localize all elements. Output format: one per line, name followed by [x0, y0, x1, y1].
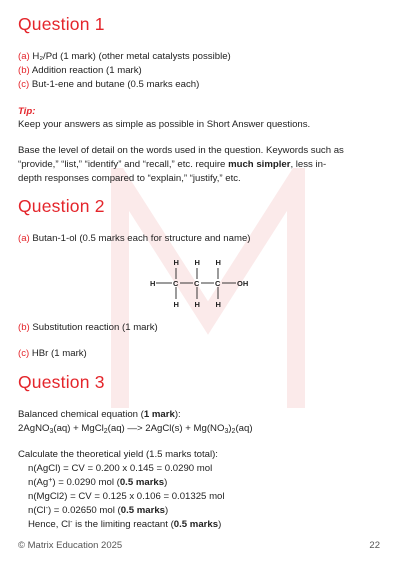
- q3-yield-label: Calculate the theoretical yield (1.5 marks total):: [18, 449, 218, 460]
- mol-h-top-3: H: [215, 258, 221, 267]
- tip-l2-end: , less in-: [290, 159, 327, 170]
- tip-l2-start: “provide,” “list,” “identify” and “recall,” etc. require: [18, 159, 229, 170]
- q2-answer-a: [18, 232, 251, 246]
- eq-part-1: 2AgNO: [18, 423, 50, 434]
- q3-eq-close: ):: [174, 409, 181, 420]
- q3-calc-line-4: [18, 504, 168, 518]
- q3-equation-label: [18, 408, 181, 422]
- q2-b-text: Substitution reaction (1 mark): [29, 322, 158, 333]
- l4-c: ): [165, 505, 169, 516]
- l4-mark: 0.5 marks: [120, 505, 166, 516]
- question-2-heading: Question 2: [18, 196, 105, 216]
- eq-sub-3: 3: [224, 428, 229, 435]
- q1-c-label: (c): [18, 79, 30, 90]
- tip-label-text: Tip:: [18, 106, 36, 117]
- q1-c-text: But-1-ene and butane (0.5 marks each): [29, 79, 200, 90]
- q2-b-label: (b): [18, 322, 30, 333]
- mol-h-top-1: H: [173, 258, 179, 267]
- mol-h-top-2: H: [194, 258, 200, 267]
- tip-l2-bold: much simpler: [228, 159, 291, 170]
- q3-calc-line-2: [18, 476, 167, 490]
- eq-sub-1: 3: [49, 428, 54, 435]
- q1-answer-c: [18, 78, 199, 92]
- q2-c-label: (c): [18, 348, 30, 359]
- eq-part-3: (aq) —> 2AgCl(s) + Mg(NO: [107, 423, 225, 434]
- mol-c2: C: [194, 279, 200, 288]
- mol-c1: C: [173, 279, 179, 288]
- q2-answer-c: [18, 347, 87, 361]
- l5-b: is the limiting reactant (: [72, 519, 174, 530]
- tip-paragraph-line-1: Base the level of detail on the words used in the question. Keywords such as: [18, 145, 344, 156]
- q3-chemical-equation: [18, 422, 253, 436]
- q3-eq-mark: 1 mark: [143, 409, 175, 420]
- l4-b: ) = 0.02650 mol (: [47, 505, 121, 516]
- mol-h-left: H: [150, 279, 156, 288]
- l2-sup: +: [48, 477, 53, 484]
- q3-calc-line-5: [18, 518, 221, 532]
- q2-c-text: HBr (1 mark): [29, 348, 87, 359]
- q3-eq-label-text: Balanced chemical equation (: [18, 409, 144, 420]
- l5-c: ): [218, 519, 222, 530]
- butan-1-ol-structure: [148, 256, 258, 310]
- eq-part-2: (aq) + MgCl: [53, 423, 104, 434]
- q2-answer-b: [18, 321, 158, 335]
- eq-sub-2: 2: [103, 428, 108, 435]
- q1-a-text: H₂/Pd (1 mark) (other metal catalysts possible): [29, 51, 231, 62]
- question-1-heading: Question 1: [18, 14, 105, 34]
- q3-calc-line-1: n(AgCl) = CV = 0.200 x 0.145 = 0.0290 mol: [28, 463, 213, 474]
- l2-b: ) = 0.0290 mol (: [52, 477, 120, 488]
- tip-paragraph-line-3: depth responses compared to “explain,” “justify,” etc.: [18, 173, 241, 184]
- q1-b-text: Addition reaction (1 mark): [29, 65, 142, 76]
- mol-oh: OH: [237, 279, 249, 288]
- page-number: 22: [369, 540, 380, 551]
- question-3-heading: Question 3: [18, 372, 105, 392]
- l5-mark: 0.5 marks: [173, 519, 219, 530]
- q2-a-label: (a): [18, 233, 30, 244]
- l5-a: Hence, Cl: [28, 519, 71, 530]
- mol-h-bottom-2: H: [194, 300, 200, 309]
- mol-c3: C: [215, 279, 221, 288]
- q1-answer-a: [18, 50, 231, 64]
- eq-sub-4: 2: [231, 428, 236, 435]
- l2-c: ): [164, 477, 168, 488]
- q3-calc-line-3: n(MgCl2) = CV = 0.125 x 0.106 = 0.01325 mol: [28, 491, 225, 502]
- l2-mark: 0.5 marks: [119, 477, 165, 488]
- q1-b-label: (b): [18, 65, 30, 76]
- tip-line-1: Keep your answers as simple as possible in Short Answer questions.: [18, 119, 311, 130]
- mol-h-bottom-1: H: [173, 300, 179, 309]
- l4-a: n(Cl: [28, 505, 46, 516]
- q1-answer-b: [18, 64, 142, 78]
- mol-h-bottom-3: H: [215, 300, 221, 309]
- footer-copyright: © Matrix Education 2025: [18, 540, 123, 551]
- q1-a-label: (a): [18, 51, 30, 62]
- eq-part-5: (aq): [235, 423, 253, 434]
- l2-a: n(Ag: [28, 477, 49, 488]
- l4-sup: -: [45, 505, 48, 512]
- eq-part-4: ): [228, 423, 232, 434]
- tip-paragraph-line-2: [18, 158, 326, 172]
- l5-sup: -: [70, 519, 73, 526]
- q2-a-text: Butan-1-ol (0.5 marks each for structure and name): [29, 233, 251, 244]
